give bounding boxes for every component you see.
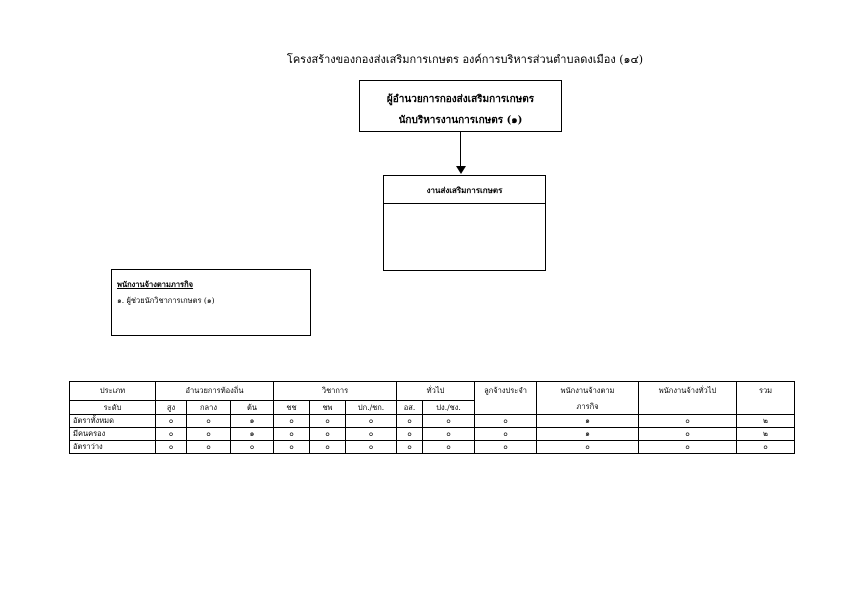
col-middle: กลาง — [187, 401, 231, 415]
col-c5: ปง./ชง. — [423, 401, 475, 415]
row-label: อัตราทั้งหมด — [70, 415, 156, 428]
table-cell: ๐ — [423, 441, 475, 454]
col-c2: ชพ — [310, 401, 346, 415]
col-total: รวม — [737, 382, 795, 415]
table-cell: ๐ — [737, 441, 795, 454]
table-cell: ๐ — [231, 441, 274, 454]
unit-header: งานส่งเสริมการเกษตร — [384, 176, 545, 204]
staff-item: ๑. ผู้ช่วยนักวิชาการเกษตร (๑) — [117, 296, 215, 305]
page-title: โครงสร้างของกองส่งเสริมการเกษตร องค์การบริหารส่วนตำบลดงเมือง (๑๔) — [286, 53, 644, 66]
table-cell: ๐ — [156, 428, 187, 441]
col-c4: อส. — [397, 401, 423, 415]
table-cell: ๐ — [423, 415, 475, 428]
table-cell: ๒ — [737, 428, 795, 441]
unit-box — [383, 175, 546, 271]
table-cell: ๑ — [537, 428, 639, 441]
table-cell: ๐ — [187, 428, 231, 441]
col-general-employee: พนักงานจ้างทั่วไป — [639, 382, 737, 415]
table-cell: ๑ — [231, 415, 274, 428]
table-cell: ๑ — [537, 415, 639, 428]
col-type: ประเภท — [70, 382, 156, 401]
col-c1: ชช — [274, 401, 310, 415]
table-cell: ๐ — [423, 428, 475, 441]
table-cell: ๐ — [397, 441, 423, 454]
connector-line — [460, 132, 461, 168]
table-cell: ๐ — [187, 415, 231, 428]
table-row — [70, 428, 795, 441]
table-cell: ๐ — [475, 441, 537, 454]
director-title: ผู้อำนวยการกองส่งเสริมการเกษตร — [386, 94, 535, 105]
col-permanent-employee: ลูกจ้างประจำ — [475, 382, 537, 415]
table-row — [70, 415, 795, 428]
table-cell: ๐ — [310, 428, 346, 441]
table-cell: ๐ — [639, 428, 737, 441]
col-mission-employee-line2: ภารกิจ — [576, 402, 599, 411]
table-cell: ๐ — [156, 441, 187, 454]
row-label: อัตราว่าง — [70, 441, 156, 454]
table-cell: ๐ — [187, 441, 231, 454]
table-cell: ๐ — [310, 415, 346, 428]
row-label: มีคนครอง — [70, 428, 156, 441]
table-cell: ๐ — [310, 441, 346, 454]
mission-staff-box — [111, 269, 311, 336]
col-general: ทั่วไป — [397, 382, 475, 401]
table-cell: ๐ — [537, 441, 639, 454]
table-cell: ๐ — [346, 441, 397, 454]
table-cell: ๐ — [274, 441, 310, 454]
table-cell: ๐ — [397, 428, 423, 441]
table-cell: ๒ — [737, 415, 795, 428]
col-local-director: อำนวยการท้องถิ่น — [156, 382, 274, 401]
table-cell: ๐ — [475, 428, 537, 441]
staff-heading: พนักงานจ้างตามภารกิจ — [117, 280, 194, 289]
table-header-row — [70, 382, 795, 401]
col-mission-employee-line1: พนักงานจ้างตาม — [560, 386, 615, 395]
table-cell: ๐ — [475, 415, 537, 428]
table-cell: ๐ — [639, 441, 737, 454]
table-cell: ๐ — [346, 428, 397, 441]
table-row — [70, 441, 795, 454]
arrow-down-icon — [456, 166, 466, 174]
table-cell: ๐ — [274, 428, 310, 441]
col-academic: วิชาการ — [274, 382, 397, 401]
table-cell: ๐ — [156, 415, 187, 428]
table-cell: ๑ — [231, 428, 274, 441]
table-cell: ๐ — [639, 415, 737, 428]
col-start: ต้น — [231, 401, 274, 415]
director-position: นักบริหารงานการเกษตร (๑) — [398, 115, 523, 126]
table-cell: ๐ — [274, 415, 310, 428]
table-cell: ๐ — [397, 415, 423, 428]
col-mission-employee — [537, 382, 639, 415]
col-c3: ปก./ชก. — [346, 401, 397, 415]
table-cell: ๐ — [346, 415, 397, 428]
staffing-table — [69, 381, 795, 454]
col-high: สูง — [156, 401, 187, 415]
col-level: ระดับ — [70, 401, 156, 415]
director-box — [359, 80, 562, 132]
